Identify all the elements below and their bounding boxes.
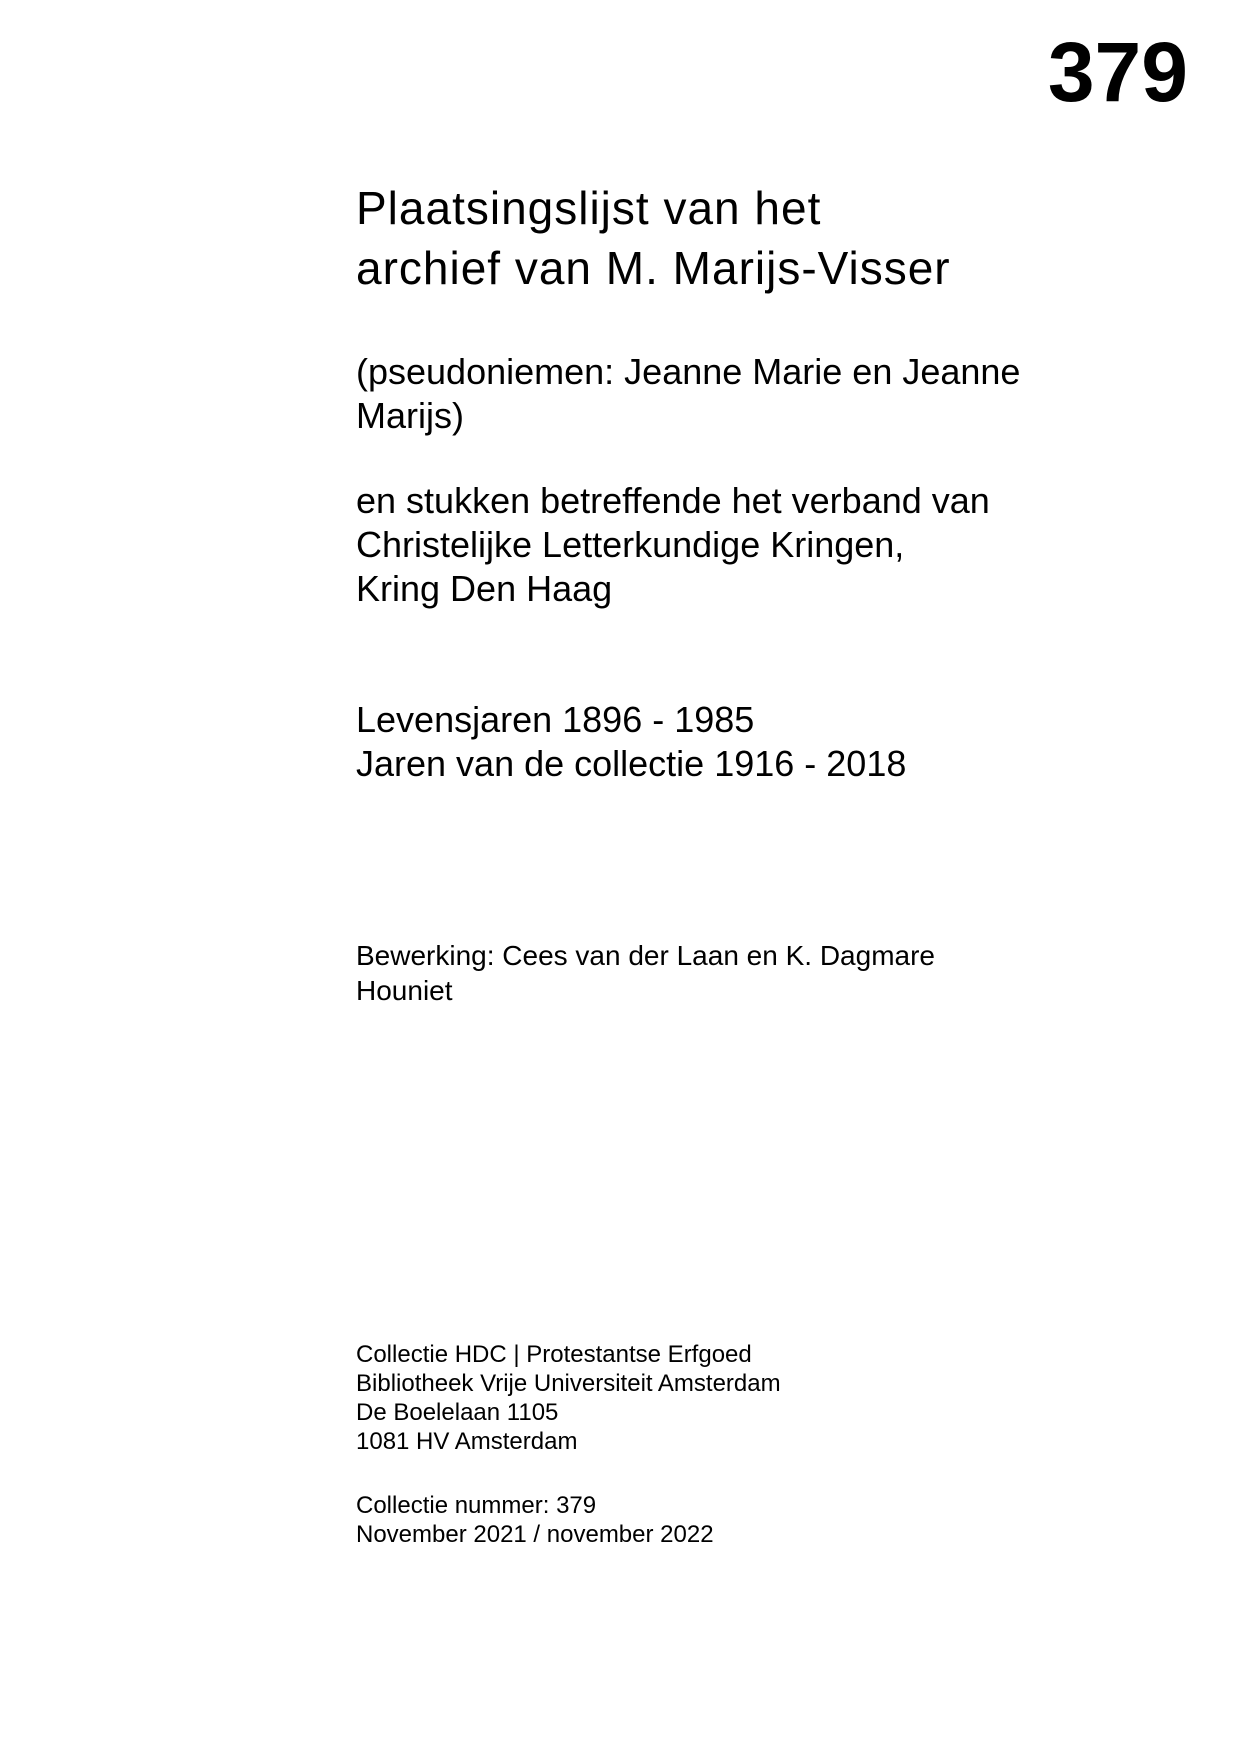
subject-line-2: Christelijke Letterkundige Kringen, — [356, 524, 905, 565]
collection-number-text: Collectie nummer: 379 — [356, 1492, 597, 1519]
address-line-4: 1081 HV Amsterdam — [356, 1428, 578, 1455]
subject-line-3: Kring Den Haag — [356, 568, 613, 609]
address-line-1: Collectie HDC | Protestantse Erfgoed — [356, 1341, 752, 1368]
title-line-2: archief van M. Marijs-Visser — [356, 242, 951, 294]
dates-block — [356, 698, 1076, 786]
subject-block — [356, 479, 1076, 611]
pseudonyms-block — [356, 350, 1076, 438]
address-line-3: De Boelelaan 1105 — [356, 1399, 559, 1426]
address-block — [356, 1340, 1076, 1456]
editors-block — [356, 938, 1076, 1008]
lifespan-text: Levensjaren 1896 - 1985 — [356, 699, 755, 740]
collection-number-heading: 379 — [1047, 25, 1188, 119]
pseudonyms-line-2: Marijs) — [356, 395, 464, 436]
address-line-2: Bibliotheek Vrije Universiteit Amsterdam — [356, 1370, 781, 1397]
edition-dates-text: November 2021 / november 2022 — [356, 1521, 714, 1548]
collection-years-text: Jaren van de collectie 1916 - 2018 — [356, 743, 907, 784]
editors-line-2: Houniet — [356, 975, 453, 1006]
title-line-1: Plaatsingslijst van het — [356, 182, 822, 234]
editors-line-1: Bewerking: Cees van der Laan en K. Dagmare — [356, 940, 935, 971]
document-title — [356, 178, 1136, 298]
pseudonyms-line-1: (pseudoniemen: Jeanne Marie en Jeanne — [356, 351, 1021, 392]
subject-line-1: en stukken betreffende het verband van — [356, 480, 990, 521]
meta-block — [356, 1491, 1076, 1549]
